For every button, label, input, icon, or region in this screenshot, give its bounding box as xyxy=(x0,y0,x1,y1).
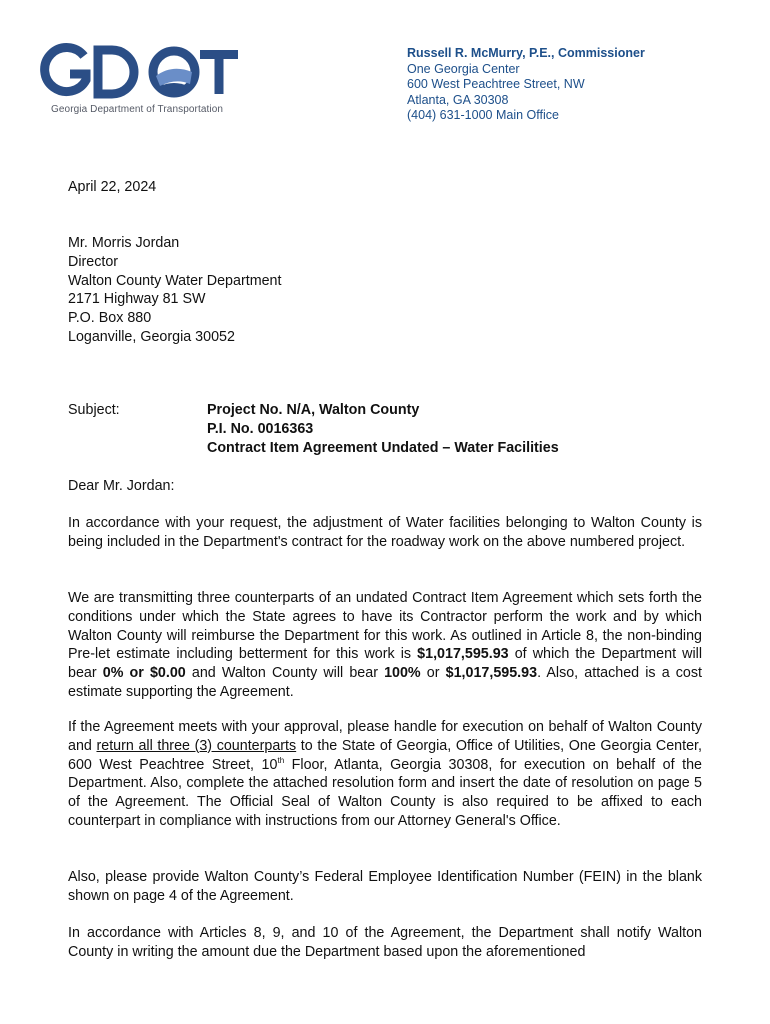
subject-pi-number: P.I. No. 0016363 xyxy=(207,420,314,437)
p3-text-c: Floor, Atlanta, Georgia 30308, for execution on behalf of the Department. Also, complete the attached resolution form and insert the date of resolution on page 5 of the Agreement. The Official Seal of Walton County is also required to be affixed to each counterpart in compliance with instructions from our Attorney General's Office. xyxy=(68,756,702,829)
paragraph-3 xyxy=(68,718,702,831)
p2-text-c: and Walton County will bear xyxy=(185,665,385,682)
recipient-org: Walton County Water Department xyxy=(68,272,282,289)
gdot-wordmark-graphic xyxy=(40,42,240,102)
subject-project: Project No. N/A, Walton County xyxy=(207,402,420,418)
subject-label: Subject: xyxy=(68,402,120,418)
logo-caption: Georgia Department of Transportation xyxy=(51,104,224,115)
p3-text-b: to the State of Georgia, Office of Utilities, One Georgia Center, 600 West Peachtree Street, 10 xyxy=(68,737,703,773)
recipient-block xyxy=(68,234,281,347)
recipient-street: 2171 Highway 81 SW xyxy=(68,291,206,308)
p2-text-e: . Also, attached is a cost estimate supporting the Agreement. xyxy=(68,665,702,700)
return-counterparts-text: return all three (3) counterparts xyxy=(96,737,297,754)
subject-block xyxy=(207,401,559,457)
address-line-1: One Georgia Center xyxy=(407,61,520,76)
department-share: 0% or $0.00 xyxy=(102,665,186,682)
recipient-po-box: P.O. Box 880 xyxy=(68,310,152,327)
recipient-city: Loganville, Georgia 30052 xyxy=(68,328,235,345)
paragraph-4: Also, please provide Walton County’s Federal Employee Identification Number (FEIN) in the blank shown on page 4 of the Agreement. xyxy=(68,869,702,904)
paragraph-5: In accordance with Articles 8, 9, and 10 of the Agreement, the Department shall notify Walton County in writing the amount due the Department based upon the aforementioned xyxy=(68,925,702,960)
recipient-title: Director xyxy=(68,253,119,270)
paragraph-2 xyxy=(68,589,702,702)
recipient-name: Mr. Morris Jordan xyxy=(68,235,180,251)
county-percent: 100% xyxy=(384,665,421,682)
salutation: Dear Mr. Jordan: xyxy=(68,478,175,494)
letter-date: April 22, 2024 xyxy=(68,179,157,195)
floor-ordinal-sup: th xyxy=(277,755,285,765)
phone-line: (404) 631-1000 Main Office xyxy=(407,108,559,123)
commissioner-name: Russell R. McMurry, P.E., Commissioner xyxy=(407,46,645,60)
p2-text-b: of which the Department will bear xyxy=(68,646,703,682)
subject-agreement: Contract Item Agreement Undated – Water Facilities xyxy=(207,439,559,456)
p2-text-d: or xyxy=(420,665,446,682)
estimate-amount: $1,017,595.93 xyxy=(417,646,509,663)
p2-text-a: We are transmitting three counterparts of an undated Contract Item Agreement which sets forth the conditions under which the State agrees to have its Contractor perform the work and by which Walton County will reimburse the Department for this work. As outlined in Article 8, the non-binding Pre-let estimate including betterment for this work is xyxy=(68,590,702,663)
letterhead xyxy=(407,46,645,124)
county-amount: $1,017,595.93 xyxy=(445,665,538,682)
address-line-2: 600 West Peachtree Street, NW xyxy=(407,77,585,92)
paragraph-1: In accordance with your request, the adjustment of Water facilities belonging to Walton County is being included in the Department's contract for the roadway work on the above numbered project. xyxy=(68,515,702,550)
p3-text-a: If the Agreement meets with your approval, please handle for execution on behalf of Walton County and xyxy=(68,719,702,754)
address-line-3: Atlanta, GA 30308 xyxy=(407,92,509,107)
